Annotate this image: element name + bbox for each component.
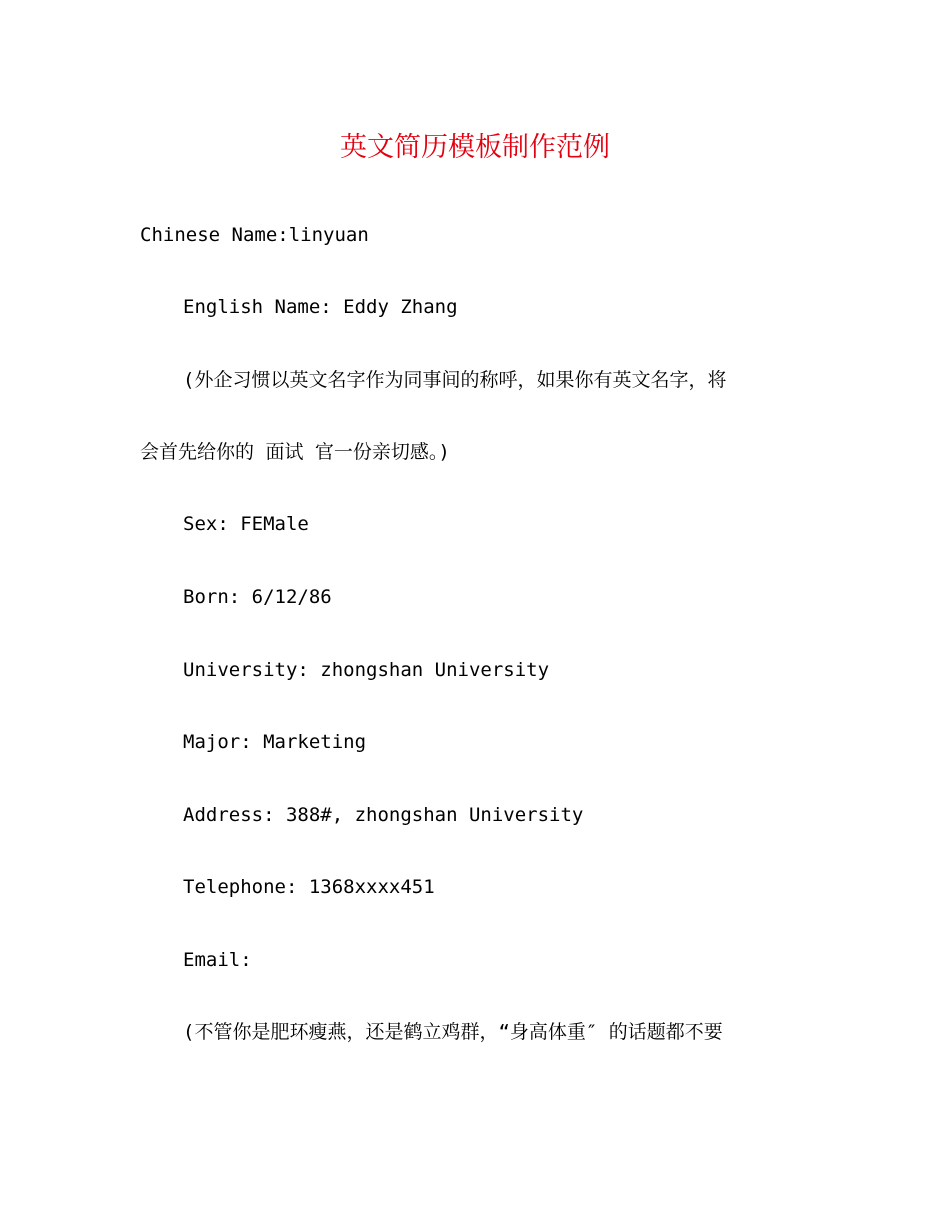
- address-line: Address: 388#, zhongshan University: [183, 804, 584, 826]
- major-line: Major: Marketing: [183, 731, 367, 753]
- chinese-name-line: Chinese Name:linyuan: [140, 224, 369, 246]
- note-line-3: (不管你是肥环瘦燕，还是鹤立鸡群，“身高体重″ 的话题都不要: [183, 1021, 723, 1043]
- sex-line: Sex: FEMale: [183, 513, 309, 535]
- note-line-1: (外企习惯以英文名字作为同事间的称呼，如果你有英文名字，将: [183, 369, 727, 391]
- born-line: Born: 6/12/86: [183, 586, 332, 608]
- note-line-2: 会首先给你的 面试 官一份亲切感。): [140, 441, 450, 463]
- english-name-line: English Name: Eddy Zhang: [183, 296, 458, 318]
- university-line: University: zhongshan University: [183, 659, 550, 681]
- email-line: Email:: [183, 949, 252, 971]
- document-title: 英文简历模板制作范例: [340, 132, 610, 163]
- telephone-line: Telephone: 1368xxxx451: [183, 876, 435, 898]
